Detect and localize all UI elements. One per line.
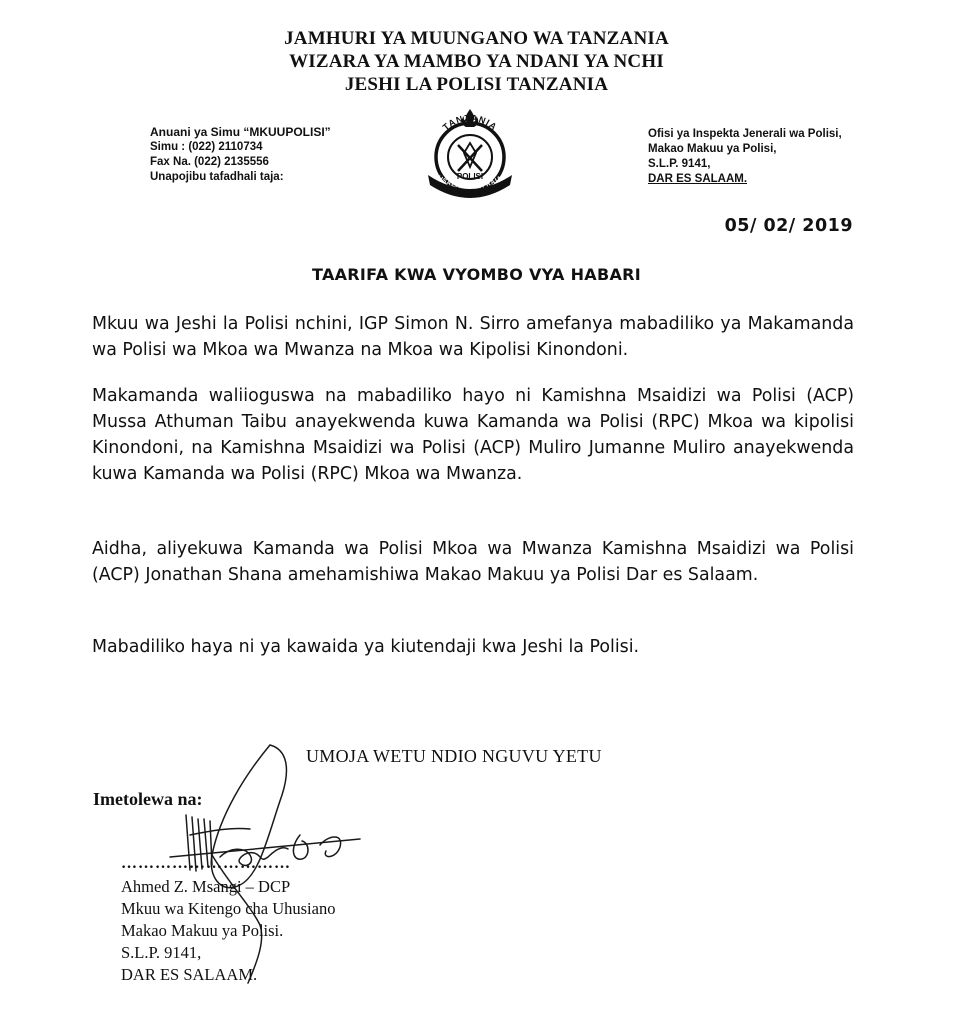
header-ministry: WIZARA YA MAMBO YA NDANI YA NCHI [289, 51, 664, 72]
po-box: S.L.P. 9141, [648, 158, 711, 170]
header-police-force: JESHI LA POLISI TANZANIA [344, 74, 609, 95]
contact-left [150, 125, 331, 185]
seal-middle-text: POLISI [456, 172, 484, 181]
headquarters: Makao Makuu ya Polisi, [648, 143, 777, 155]
signature-line: ………………………… [121, 855, 291, 872]
signatory-office: Makao Makuu ya Polisi. [121, 921, 284, 940]
motto: UMOJA WETU NDIO NGUVU YETU [306, 746, 602, 766]
city: DAR ES SALAAM. [648, 173, 748, 185]
telegram-address: Anuani ya Simu “MKUUPOLISI” [150, 125, 331, 139]
header-republic: JAMHURI YA MUUNGANO WA TANZANIA [284, 28, 669, 49]
signatory-position: Mkuu wa Kitengo cha Uhusiano [121, 899, 336, 918]
paragraph-1: Mkuu wa Jeshi la Polisi nchini, IGP Simon N. Sirro amefanya mabadiliko ya Makamanda wa Polisi wa Mkoa wa Mwanza na Mkoa wa Kipolisi Kinondoni. [92, 314, 854, 360]
document-title: TAARIFA KWA VYOMBO VYA HABARI [311, 265, 642, 284]
issued-by-label: Imetolewa na: [93, 789, 203, 809]
seal-top-text: TANZANIA [440, 112, 500, 133]
police-seal-icon [418, 105, 522, 203]
svg-text:TANZANIA [441, 113, 499, 133]
contact-right [648, 127, 842, 187]
paragraph-2: Makamanda waliioguswa na mabadiliko hayo ni Kamishna Msaidizi wa Polisi (ACP) Mussa Athuman Taibu anayekwenda kuwa Kamanda wa Polisi (RPC) Mkoa wa kipolisi Kinondoni, na Kamishna Msaidizi wa Polisi (ACP) Muliro Jumanne Muliro anayekwenda kuwa Kamanda wa Polisi (RPC) Mkoa wa Mwanza. [92, 386, 854, 484]
signatory-po-box: S.L.P. 9141, [121, 943, 202, 962]
phone-number: Simu : (022) 2110734 [150, 141, 263, 153]
signatory-name: Ahmed Z. Msangi – DCP [121, 877, 291, 896]
paragraph-3: Aidha, aliyekuwa Kamanda wa Polisi Mkoa wa Mwanza Kamishna Msaidizi wa Polisi (ACP) Jonathan Shana amehamishiwa Makao Makuu ya Polisi Dar es Salaam. [92, 539, 854, 585]
office-name: Ofisi ya Inspekta Jenerali wa Polisi, [648, 128, 842, 140]
document-date: 05/ 02/ 2019 [724, 216, 853, 236]
reply-reference: Unapojibu tafadhali taja: [150, 171, 284, 183]
signatory-city: DAR ES SALAAM. [121, 965, 258, 984]
seal-ribbon-text: USALAMA WA RAIA [436, 174, 504, 192]
fax-number: Fax Na. (022) 2135556 [150, 156, 269, 168]
paragraph-4: Mabadiliko haya ni ya kawaida ya kiutendaji kwa Jeshi la Polisi. [92, 637, 640, 657]
